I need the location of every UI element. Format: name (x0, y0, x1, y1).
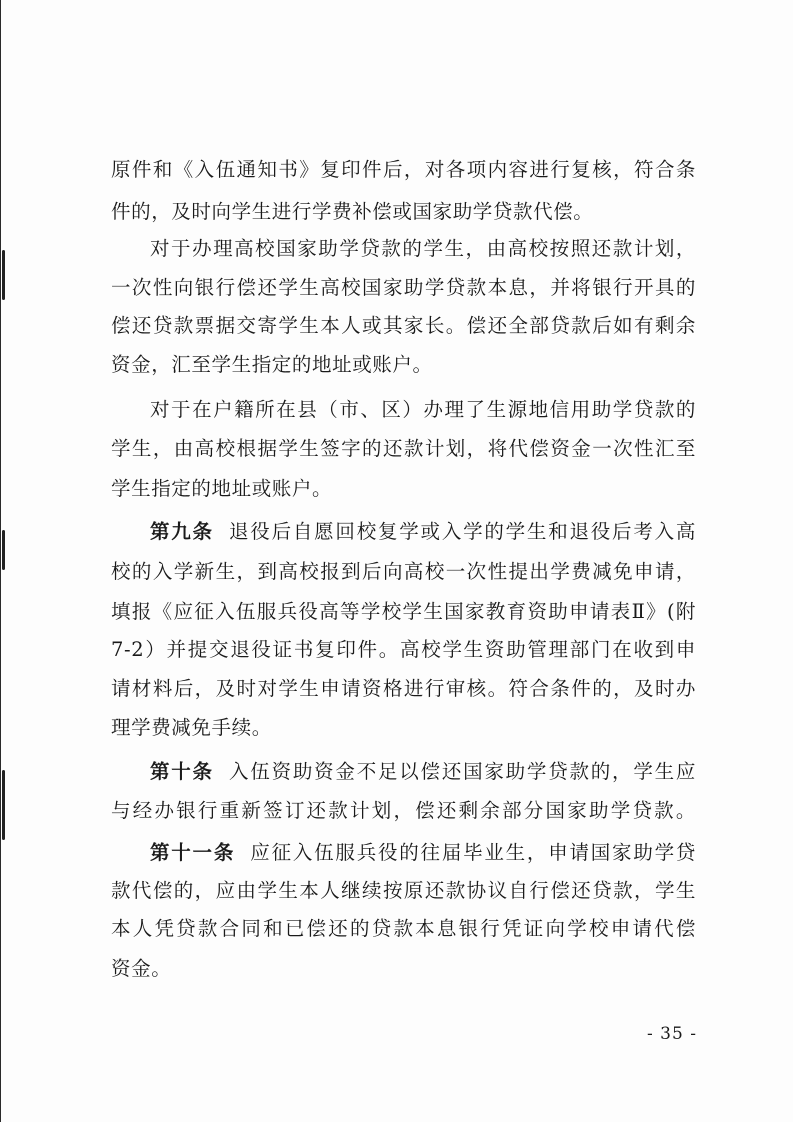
article-9-line-6: 理学费减免手续。 (111, 716, 272, 739)
article-11-line-2: 款代偿的，应由学生本人继续按原还款协议自行偿还贷款，学生 (111, 879, 696, 902)
article-11-line-1 (150, 841, 696, 865)
article-9-line-5: 请材料后，及时对学生申请资格进行审核。符合条件的，及时办 (111, 677, 696, 700)
article-9-line-4: 7-2）并提交退役证书复印件。高校学生资助管理部门在收到申 (111, 638, 696, 661)
article-10-text: 入伍资助资金不足以偿还国家助学贷款的，学生应 (227, 760, 696, 783)
paragraph-1-line-2: 件的，及时向学生进行学费补偿或国家助学贷款代偿。 (111, 200, 594, 223)
article-11-line-4: 资金。 (111, 957, 172, 980)
paragraph-3-line-2: 学生，由高校根据学生签字的还款计划，将代偿资金一次性汇至 (111, 437, 696, 460)
article-11-heading: 第十一条 (150, 841, 236, 864)
paragraph-1-line-1: 原件和《入伍通知书》复印件后，对各项内容进行复核，符合条 (111, 158, 696, 181)
article-11-line-3: 本人凭贷款合同和已偿还的贷款本息银行凭证向学校申请代偿 (111, 917, 696, 940)
paragraph-2-line-1: 对于办理高校国家助学贷款的学生，由高校按照还款计划， (150, 237, 696, 260)
page-number: - 35 - (647, 1024, 697, 1044)
scan-mark (2, 250, 5, 300)
scan-mark (2, 770, 5, 840)
article-9-line-1 (150, 520, 696, 544)
article-9-line-3: 填报《应征入伍服兵役高等学校学生国家教育资助申请表Ⅱ》(附 (111, 600, 696, 623)
paragraph-2-line-4: 资金，汇至学生指定的地址或账户。 (111, 353, 433, 376)
article-10-line-1 (150, 760, 696, 784)
paragraph-3-line-3: 学生指定的地址或账户。 (111, 477, 333, 500)
article-9-heading: 第九条 (150, 520, 214, 543)
paragraph-3-line-1: 对于在户籍所在县（市、区）办理了生源地信用助学贷款的 (150, 398, 696, 421)
scan-mark (2, 530, 5, 570)
paragraph-2-line-3: 偿还贷款票据交寄学生本人或其家长。偿还全部贷款后如有剩余 (111, 314, 696, 337)
article-11-text: 应征入伍服兵役的往届毕业生，申请国家助学贷 (249, 841, 696, 864)
paragraph-2-line-2: 一次性向银行偿还学生高校国家助学贷款本息，并将银行开具的 (111, 276, 696, 299)
article-9-text: 退役后自愿回校复学或入学的学生和退役后考入高 (227, 520, 696, 543)
article-10-heading: 第十条 (150, 760, 214, 783)
article-10-line-2: 与经办银行重新签订还款计划，偿还剩余部分国家助学贷款。 (111, 799, 696, 822)
article-9-line-2: 校的入学新生，到高校报到后向高校一次性提出学费减免申请， (111, 560, 696, 583)
